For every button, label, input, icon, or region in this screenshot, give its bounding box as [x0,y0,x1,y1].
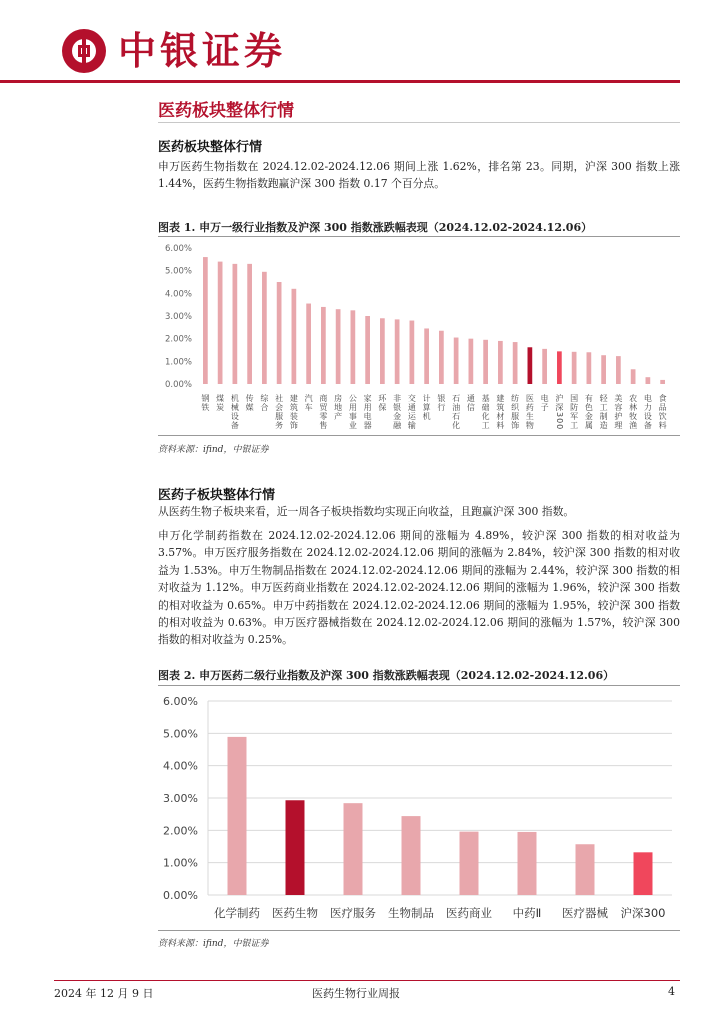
chart1-bar [365,316,370,384]
chart2-bar [634,852,653,895]
chart1-bar [498,341,503,384]
figure1-rule-bottom [158,435,680,436]
chart1-x-label: 商贸零售 [318,394,328,430]
chart1-x-label: 石油石化 [451,394,461,430]
industry-bar-chart [158,238,680,434]
chart1-bar [454,338,459,384]
chart1-bar [262,272,267,384]
chart2-bar [576,844,595,895]
chart2-y-tick: 5.00% [163,727,198,741]
chart1-x-label: 建筑装饰 [289,394,299,430]
chart1-x-label: 房地产 [333,394,343,421]
page-number: 4 [668,985,675,998]
chart1-bar [380,318,385,384]
chart1-bar [616,356,621,384]
chart1-bar [601,355,606,384]
chart1-x-label: 煤炭 [215,394,225,412]
figure1-rule-top [158,236,680,237]
block1-text: 申万医药生物指数在 2024.12.02-2024.12.06 期间上涨 1.62%，排名第 23。同期，沪深 300 指数上涨 1.44%，医药生物指数跑赢沪深 300 指数 0.17 个百分点。 [158,160,680,191]
chart1-bar [528,347,533,384]
chart1-x-label: 钢铁 [200,394,210,412]
chart1-x-label: 银行 [436,394,446,412]
chart2-y-tick: 0.00% [163,889,198,902]
chart2-x-label: 医疗服务 [330,906,376,920]
chart1-x-label: 计算机 [422,394,432,421]
chart1-x-label: 电子 [540,394,550,412]
chart1-bar [277,282,282,384]
figure2-title: 图表 2. 申万医药二级行业指数及沪深 300 指数涨跌幅表现（2024.12.02-2024.12.06） [158,669,615,682]
figure1-source: 资料来源：ifind，中银证券 [158,445,269,455]
chart1-bar [469,339,474,384]
chart2-y-tick: 2.00% [163,824,198,838]
header-divider [0,80,680,83]
chart2-bar [228,737,247,895]
chart2-y-tick: 4.00% [163,759,198,773]
pharma-subsector-bar-chart [158,687,680,929]
chart1-x-label: 综合 [259,394,269,412]
boc-logo [62,29,106,73]
block2-intro: 从医药生物子板块来看，近一周各子板块指数均实现正向收益，且跑赢沪深 300 指数。 [158,505,575,518]
chart1-x-label: 家用电器 [363,394,373,430]
figure2-rule-top [158,685,680,686]
chart1-y-tick: 3.00% [164,312,192,322]
chart1-x-label: 基础化工 [481,394,491,430]
section-divider [158,122,680,123]
chart1-x-label: 农林牧渔 [628,394,638,430]
chart2-bar [518,832,537,895]
chart1-x-label: 有色金属 [584,394,594,430]
chart1-x-label: 美容护理 [613,394,623,430]
chart1-bar [218,262,223,384]
chart2-x-label: 沪深300 [620,906,666,920]
chart1-x-label: 机械设备 [230,394,240,430]
figure2-source: 资料来源：ifind，中银证券 [158,939,269,949]
chart1-bar [587,352,592,384]
chart1-y-tick: 1.00% [164,357,192,368]
chart1-x-label: 社会服务 [274,394,284,430]
block1-heading: 医药板块整体行情 [158,140,263,155]
report-header [0,0,724,84]
chart1-bar [395,319,400,384]
chart1-y-tick: 4.00% [164,289,192,300]
chart1-x-label: 环保 [377,394,387,412]
chart2-x-label: 化学制药 [214,906,260,920]
chart2-bar [344,803,363,895]
chart1-y-tick: 6.00% [164,244,192,254]
chart1-x-label: 交通运输 [407,394,417,430]
footer-date: 2024 年 12 月 9 日 [54,987,154,1000]
chart1-bar [247,264,252,384]
chart2-y-tick: 1.00% [163,856,198,870]
chart1-x-label: 建筑材料 [495,394,505,430]
figure2-rule-bottom [158,930,680,931]
chart1-bar [321,307,326,384]
chart2-x-label: 医药生物 [272,906,318,920]
chart1-x-label: 电力设备 [643,394,653,430]
chart1-x-label: 传媒 [245,394,255,412]
chart1-bar [306,304,311,384]
chart1-bar [631,369,636,384]
chart2-y-tick: 6.00% [163,695,198,708]
chart1-bar [351,310,356,384]
chart1-x-label: 通信 [466,394,476,412]
chart1-x-label: 轻工制造 [599,394,609,430]
chart1-x-label: 国防军工 [569,394,579,430]
chart1-bar [439,331,444,384]
chart1-x-label: 沪深300 [554,394,564,431]
chart1-x-label: 食品饮料 [658,394,668,430]
chart1-x-label: 非银金融 [392,394,402,430]
chart2-x-label: 医疗器械 [562,906,608,920]
chart1-x-label: 公用事业 [348,394,358,430]
chart1-y-tick: 0.00% [164,380,192,390]
brand-name: 中银证券 [118,29,287,73]
chart1-bar [336,309,341,384]
chart1-bar [557,351,562,384]
chart1-bar [292,289,297,384]
chart1-x-label: 医药生物 [525,394,535,430]
footer-divider [54,980,680,981]
chart1-bar [233,264,238,384]
block2-heading: 医药子板块整体行情 [158,488,276,503]
chart2-bar [286,800,305,895]
chart1-y-tick: 2.00% [164,334,192,345]
chart1-x-label: 汽车 [304,394,314,412]
chart1-bar [513,342,518,384]
chart2-bar [460,832,479,895]
block2-text: 申万化学制药指数在 2024.12.02-2024.12.06 期间的涨幅为 4.89%，较沪深 300 指数的相对收益为 3.57%。申万医疗服务指数在 2024.12.02-2024.12.06 期间的涨幅为 2.84%，较沪深 300 指数的相对收益为 1.53%。申万生物制品指数在 2024.12.02-2024.12.06 期间的涨幅为 2.44%，较沪深 300 指数的相对收益为 1.12%。申万医药商业指数在 2024.12.02-2024.12.06 期间的涨幅为 1.96%，较沪深 300 指数的相对收益为 0.65%。申万中药指数在 2024.12.02-2024.12.06 期间的涨幅为 1.95%，较沪深 300 指数的相对收益为 0.63%。申万医疗器械指数在 2024.12.02-2024.12.06 期间的涨幅为 1.57%，较沪深 300 指数的相对收益为 0.25%。 [158,529,680,647]
chart1-bar [660,380,665,384]
section-title: 医药板块整体行情 [158,101,294,121]
chart1-bar [542,349,547,384]
chart1-y-tick: 5.00% [164,266,192,277]
chart2-x-label: 生物制品 [388,906,434,920]
chart1-bar [483,340,488,384]
figure1-title: 图表 1. 申万一级行业指数及沪深 300 指数涨跌幅表现（2024.12.02-2024.12.06） [158,221,593,234]
chart2-x-label: 中药Ⅱ [512,906,542,920]
chart1-bar [203,257,208,384]
chart2-y-tick: 3.00% [163,792,198,805]
chart2-bar [402,816,421,895]
chart1-bar [410,321,415,384]
footer-report-name: 医药生物行业周报 [312,987,400,1000]
chart1-bar [646,377,651,384]
chart2-x-label: 医药商业 [446,906,492,920]
chart1-bar [424,328,429,384]
chart1-x-label: 纺织服饰 [510,394,520,430]
chart1-bar [572,352,577,384]
